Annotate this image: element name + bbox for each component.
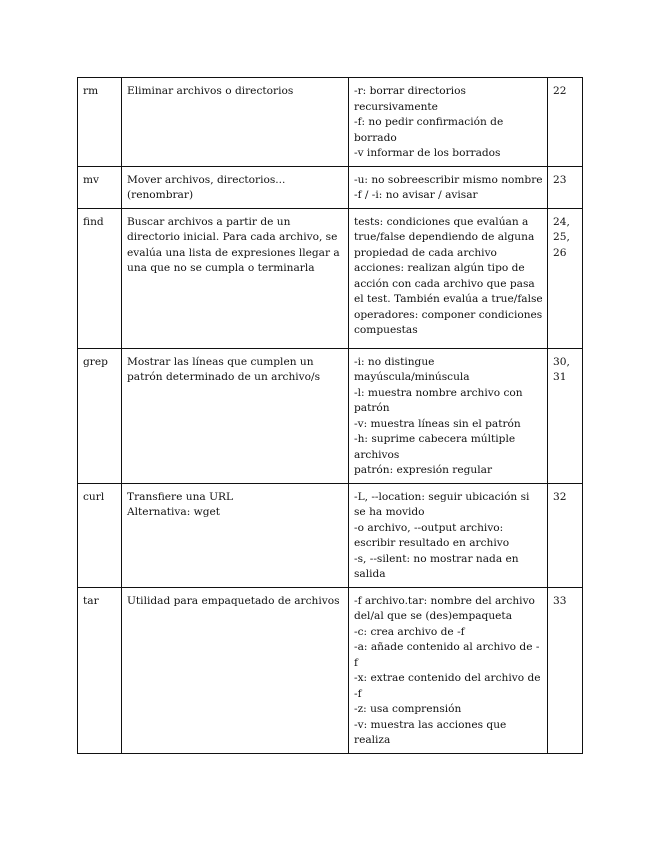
options-cell: -r: borrar directorios recursivamente -f: no pedir confirmación de borrado -v informar de los borrados (349, 78, 548, 167)
description-cell: Mover archivos, directorios... (renombrar) (122, 166, 349, 208)
description-cell: Transfiere una URL Alternativa: wget (122, 483, 349, 587)
command-cell: tar (78, 587, 122, 753)
options-cell: -u: no sobreescribir mismo nombre -f / -i: no avisar / avisar (349, 166, 548, 208)
table-row (78, 208, 583, 348)
page-reference-cell: 30, 31 (548, 348, 583, 483)
options-cell: -f archivo.tar: nombre del archivo del/al que se (des)empaqueta -c: crea archivo de -f -a: añade contenido al archivo de -f -x: extrae contenido del archivo de -f -z: usa comprensión -v: muestra las acciones que realiza (349, 587, 548, 753)
table-row (78, 348, 583, 483)
page-reference-cell: 23 (548, 166, 583, 208)
options-cell: -L, --location: seguir ubicación si se ha movido -o archivo, --output archivo: escribir resultado en archivo -s, --silent: no mostrar nada en salida (349, 483, 548, 587)
options-cell: -i: no distingue mayúscula/minúscula -l: muestra nombre archivo con patrón -v: muestra líneas sin el patrón -h: suprime cabecera múltiple archivos patrón: expresión regular (349, 348, 548, 483)
command-cell: find (78, 208, 122, 348)
table-row (78, 78, 583, 167)
description-cell: Mostrar las líneas que cumplen un patrón determinado de un archivo/s (122, 348, 349, 483)
command-cell: grep (78, 348, 122, 483)
command-cell: mv (78, 166, 122, 208)
command-cell: rm (78, 78, 122, 167)
description-cell: Buscar archivos a partir de un directorio inicial. Para cada archivo, se evalúa una lista de expresiones llegar a una que no se cumpla o terminarla (122, 208, 349, 348)
description-cell: Eliminar archivos o directorios (122, 78, 349, 167)
command-cell: curl (78, 483, 122, 587)
page-reference-cell: 32 (548, 483, 583, 587)
page-reference-cell: 22 (548, 78, 583, 167)
table-row (78, 483, 583, 587)
options-cell: tests: condiciones que evalúan a true/false dependiendo de alguna propiedad de cada archivo acciones: realizan algún tipo de acción con cada archivo que pasa el test. También evalúa a true/false operadores: componer condiciones compuestas (349, 208, 548, 348)
page-reference-cell: 24, 25, 26 (548, 208, 583, 348)
commands-table (77, 77, 583, 754)
table-row (78, 587, 583, 753)
table-row (78, 166, 583, 208)
description-cell: Utilidad para empaquetado de archivos (122, 587, 349, 753)
page-reference-cell: 33 (548, 587, 583, 753)
